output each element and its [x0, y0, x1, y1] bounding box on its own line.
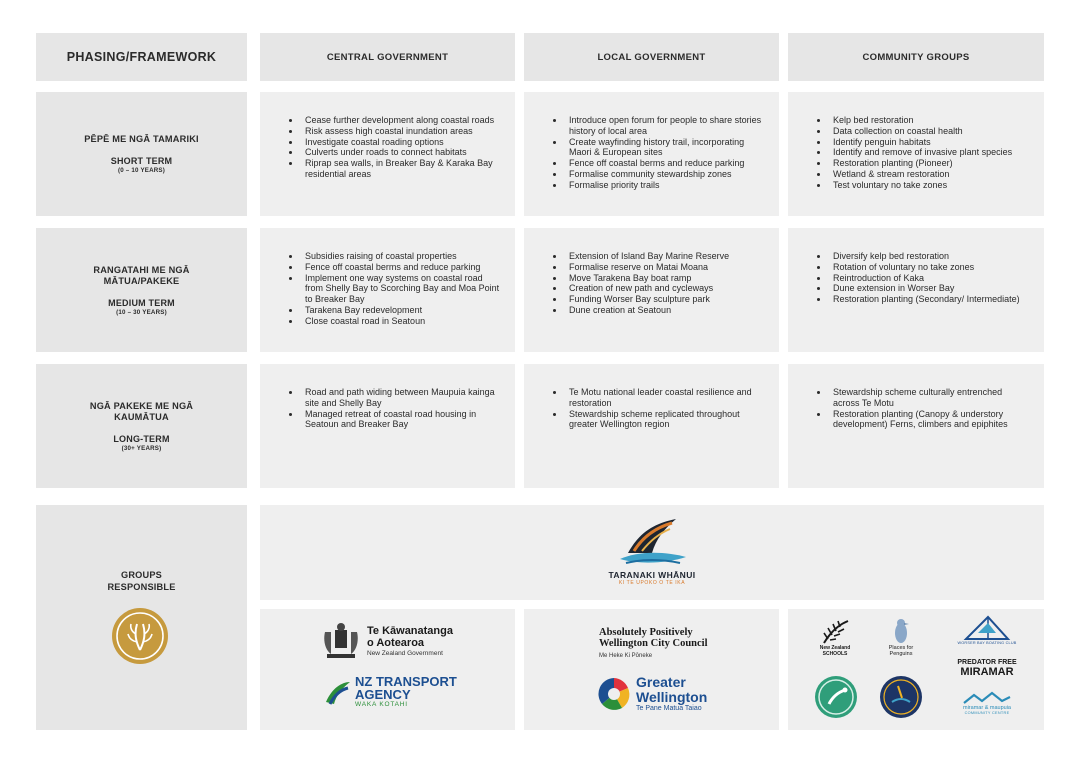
list-item: • Dune extension in Worser Bay: [829, 283, 1030, 294]
list-item: • Extension of Island Bay Marine Reserve: [565, 251, 765, 262]
list-item: • Road and path widing between Maupuia kainga site and Shelly Bay: [301, 387, 501, 409]
list-item: • Formalise reserve on Matai Moana: [565, 262, 765, 273]
phase-long-term: [36, 364, 247, 488]
nz-government-logo: [319, 622, 453, 660]
taranaki-whanui-logo: [602, 513, 702, 586]
phase-name-line2: KAUMĀTUA: [114, 412, 169, 422]
nz-schools-logo: [812, 619, 858, 657]
action-list: [524, 115, 779, 191]
mm-line1: miramar & maupuia: [963, 705, 1011, 711]
action-list: [788, 387, 1044, 430]
nzta-line1: NZ TRANSPORT: [355, 674, 457, 689]
mm-line2: COMMUNITY CENTRE: [964, 711, 1010, 715]
list-item: • Close coastal road in Seatoun: [301, 316, 501, 327]
action-list: [524, 387, 779, 430]
short-term-community: [788, 92, 1044, 216]
header-local-government: LOCAL GOVERNMENT: [524, 33, 779, 81]
list-item: • Restoration planting (Secondary/ Intermediate): [829, 294, 1030, 305]
list-item: • Tarakena Bay redevelopment: [301, 305, 501, 316]
list-item: • Identify and remove of invasive plant species: [829, 147, 1030, 158]
wcc-line2: Wellington City Council: [599, 638, 708, 649]
greater-wellington-logo: [596, 675, 707, 712]
kaitiaki-seal-icon: [112, 608, 168, 664]
gw-sub: Te Pane Matua Taiao: [636, 705, 702, 712]
long-term-community: [788, 364, 1044, 488]
list-item: • Create wayfinding history trail, incorporating Maori & European sites: [565, 137, 765, 159]
phase-term: MEDIUM TERM: [108, 297, 175, 308]
pfp-line1: Places for: [888, 645, 914, 651]
phase-years: (30+ YEARS): [121, 444, 162, 452]
groups-responsible-cell: [36, 505, 247, 730]
phase-name-line2: MĀTUA/PAKEKE: [103, 276, 180, 286]
community-group-logos: [788, 609, 1044, 730]
kawanatanga-line1: Te Kāwanatanga: [367, 625, 453, 637]
taranaki-whanui-subtitle: KI TE UPOKO O TE IKA: [618, 580, 686, 586]
medium-term-community: [788, 228, 1044, 352]
wcc-logo: [599, 627, 708, 659]
list-item: • Move Tarakena Bay boat ramp: [565, 273, 765, 284]
list-item: • Restoration planting (Canopy & understory development) Ferns, climbers and epiphites: [829, 409, 1030, 431]
taranaki-whanui-name: TARANAKI WHĀNUI: [608, 570, 696, 580]
list-item: • Kelp bed restoration: [829, 115, 1030, 126]
list-item: • Creation of new path and cycleways: [565, 283, 765, 294]
list-item: • Dune creation at Seatoun: [565, 305, 765, 316]
gw-line1: Greater: [636, 674, 686, 690]
taranaki-whanui-emblem-icon: [612, 513, 692, 569]
list-item: • Rotation of voluntary no take zones: [829, 262, 1030, 273]
nzs-line2: SCHOOLS: [822, 651, 848, 657]
pfm-line1: PREDATOR FREE: [957, 659, 1017, 666]
nzta-waka-kotahi: WAKA KOTAHI: [355, 701, 408, 708]
phase-medium-term: [36, 228, 247, 352]
header-phasing: PHASING/FRAMEWORK: [36, 33, 247, 81]
list-item: • Data collection on coastal health: [829, 126, 1030, 137]
phase-term: SHORT TERM: [110, 155, 173, 166]
list-item: • Investigate coastal roading options: [301, 137, 501, 148]
action-list: [524, 251, 779, 316]
list-item: • Test voluntary no take zones: [829, 180, 1030, 191]
list-item: • Identify penguin habitats: [829, 137, 1030, 148]
action-list: [788, 251, 1044, 305]
long-term-central: [260, 364, 515, 488]
iwi-logo-band: [260, 505, 1044, 600]
places-for-penguins-logo: [876, 617, 926, 657]
greater-wellington-emblem-icon: [596, 676, 632, 712]
list-item: • Restoration planting (Pioneer): [829, 158, 1030, 169]
list-item: • Formalise priority trails: [565, 180, 765, 191]
action-list: [260, 115, 515, 180]
pfp-line2: Penguins: [889, 651, 913, 657]
medium-term-local: [524, 228, 779, 352]
wcc-line1: Absolutely Positively: [599, 627, 693, 638]
header-central-government: CENTRAL GOVERNMENT: [260, 33, 515, 81]
nz-government-label: New Zealand Government: [367, 650, 443, 657]
mirimar-lizard-icon: [815, 676, 857, 718]
worser-bay-boating-club-logo: [950, 615, 1024, 645]
phase-years: (10 – 30 YEARS): [116, 308, 167, 316]
miramar-maupuia-logo: [950, 691, 1024, 715]
list-item: • Formalise community stewardship zones: [565, 169, 765, 180]
list-item: • Fence off coastal berms and reduce parking: [301, 262, 501, 273]
action-list: [788, 115, 1044, 191]
phase-term: LONG-TERM: [113, 433, 170, 444]
list-item: • Culverts under roads to connect habitats: [301, 147, 501, 158]
header-community-groups: COMMUNITY GROUPS: [788, 33, 1044, 81]
coat-of-arms-icon: [319, 622, 363, 660]
seatoun-ferns-icon: [880, 676, 922, 718]
phase-short-term: [36, 92, 247, 216]
list-item: • Riprap sea walls, in Breaker Bay & Karaka Bay residential areas: [301, 158, 501, 180]
list-item: • Reintroduction of Kaka: [829, 273, 1030, 284]
list-item: • Stewardship scheme replicated throughout greater Wellington region: [565, 409, 765, 431]
nzta-logo: [324, 675, 457, 708]
gw-line2: Wellington: [636, 689, 708, 705]
central-government-logos: [260, 609, 515, 730]
list-item: • Diversify kelp bed restoration: [829, 251, 1030, 262]
groups-title-line1: GROUPS: [120, 570, 163, 580]
phase-years: (0 – 10 YEARS): [117, 166, 166, 174]
list-item: • Introduce open forum for people to share stories history of local area: [565, 115, 765, 137]
groups-title-line2: RESPONSIBLE: [107, 581, 176, 592]
medium-term-central: [260, 228, 515, 352]
action-list: [260, 251, 515, 327]
list-item: • Implement one way systems on coastal road from Shelly Bay to Scorching Bay and Moa Point to Breaker Bay: [301, 273, 501, 305]
short-term-central: [260, 92, 515, 216]
wcc-sub: Me Heke Ki Pōneke: [599, 653, 653, 659]
short-term-local: [524, 92, 779, 216]
phase-name-line1: NGĀ PAKEKE ME NGĀ: [89, 400, 194, 411]
list-item: • Wetland & stream restoration: [829, 169, 1030, 180]
nzta-swoosh-icon: [324, 678, 352, 706]
silver-fern-icon: [820, 619, 850, 645]
nzs-line1: New Zealand: [819, 645, 851, 651]
predator-free-miramar-logo: [950, 659, 1024, 678]
list-item: • Funding Worser Bay sculpture park: [565, 294, 765, 305]
pfm-line2: MIRAMAR: [960, 666, 1014, 678]
wave-hills-icon: [962, 691, 1012, 705]
list-item: • Stewardship scheme culturally entrenched across Te Motu: [829, 387, 1030, 409]
nzta-line2: AGENCY: [355, 687, 411, 702]
list-item: • Managed retreat of coastal road housing in Seatoun and Breaker Bay: [301, 409, 501, 431]
list-item: • Fence off coastal berms and reduce parking: [565, 158, 765, 169]
sail-icon: [962, 615, 1012, 641]
local-government-logos: [524, 609, 779, 730]
action-list: [260, 387, 515, 430]
list-item: • Cease further development along coastal roads: [301, 115, 501, 126]
list-item: • Subsidies raising of coastal properties: [301, 251, 501, 262]
list-item: • Te Motu national leader coastal resilience and restoration: [565, 387, 765, 409]
long-term-local: [524, 364, 779, 488]
penguin-icon: [890, 617, 912, 645]
phase-name: PĒPĒ ME NGĀ TAMARIKI: [84, 134, 199, 145]
phase-name-line1: RANGATAHI ME NGĀ: [93, 264, 190, 275]
list-item: • Risk assess high coastal inundation areas: [301, 126, 501, 137]
kawanatanga-line2: o Aotearoa: [367, 637, 425, 649]
wbbc-name: WORSER BAY BOATING CLUB: [957, 641, 1017, 645]
